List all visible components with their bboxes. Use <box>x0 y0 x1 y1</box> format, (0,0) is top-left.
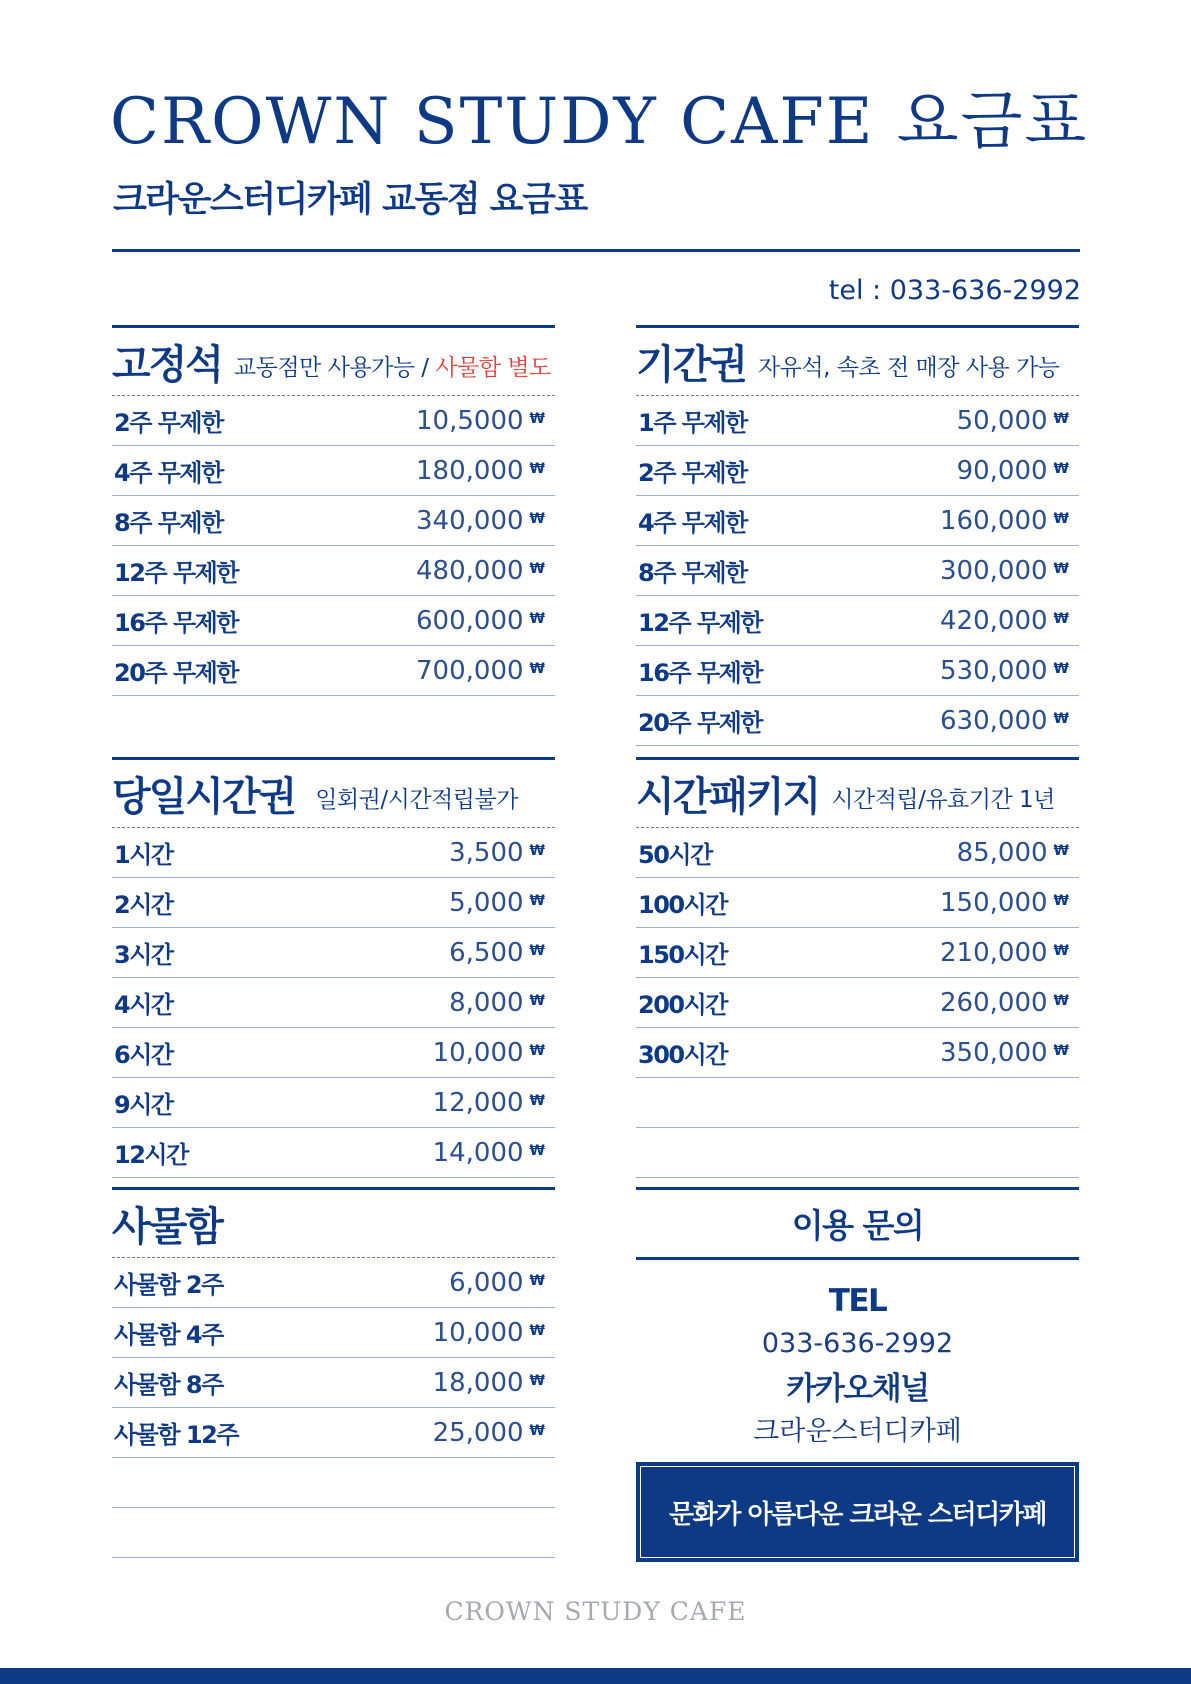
section-title: 기간권 <box>636 342 746 388</box>
price-item-name: 사물함 4주 <box>114 1321 223 1349</box>
price-amount: 150,000 <box>940 887 1048 918</box>
price-value <box>433 1138 545 1168</box>
price-rows <box>112 828 555 1178</box>
won-symbol: ₩ <box>529 1422 545 1439</box>
price-row <box>112 1308 555 1358</box>
price-value <box>449 838 545 868</box>
price-rows <box>112 1258 555 1558</box>
section-header <box>636 760 1079 828</box>
price-item-name: 사물함 12주 <box>114 1421 238 1449</box>
empty-row <box>112 1508 555 1558</box>
price-row <box>636 446 1079 496</box>
price-item-name: 16주 무제한 <box>114 609 238 637</box>
price-row <box>112 1028 555 1078</box>
page-subtitle: 크라운스터디카페 교동점 요금표 <box>113 180 587 220</box>
price-item-name: 4주 무제한 <box>114 459 223 487</box>
price-value <box>416 556 545 586</box>
won-symbol: ₩ <box>529 510 545 527</box>
price-item-name: 2시간 <box>114 891 173 919</box>
price-amount: 340,000 <box>416 505 524 536</box>
won-symbol: ₩ <box>529 842 545 859</box>
price-value <box>416 656 545 686</box>
price-value <box>957 838 1069 868</box>
price-row <box>112 1078 555 1128</box>
won-symbol: ₩ <box>529 610 545 627</box>
price-value <box>449 1268 545 1298</box>
section-header <box>636 328 1079 396</box>
won-symbol: ₩ <box>529 1042 545 1059</box>
price-row <box>636 928 1079 978</box>
price-row <box>636 496 1079 546</box>
price-item-name: 100시간 <box>638 891 727 919</box>
price-amount: 180,000 <box>416 455 524 486</box>
price-amount: 50,000 <box>956 405 1048 436</box>
price-row <box>112 546 555 596</box>
price-value <box>449 938 545 968</box>
kakao-label: 카카오채널 <box>786 1371 929 1407</box>
price-value <box>940 606 1069 636</box>
price-row <box>112 1408 555 1458</box>
won-symbol: ₩ <box>529 460 545 477</box>
won-symbol: ₩ <box>529 1142 545 1159</box>
price-item-name: 사물함 8주 <box>114 1371 223 1399</box>
price-item-name: 20주 무제한 <box>114 659 238 687</box>
section-note-text: 교동점만 사용가능 / <box>233 355 436 381</box>
price-item-name: 50시간 <box>638 841 712 869</box>
price-row <box>636 1028 1079 1078</box>
price-row <box>112 496 555 546</box>
price-row <box>636 878 1079 928</box>
price-amount: 14,000 <box>432 1137 524 1168</box>
price-row <box>636 696 1079 746</box>
price-item-name: 8주 무제한 <box>114 509 223 537</box>
footer-brand: CROWN STUDY CAFE <box>444 1597 747 1626</box>
won-symbol: ₩ <box>1053 510 1069 527</box>
price-value <box>433 1088 545 1118</box>
price-amount: 10,000 <box>432 1037 524 1068</box>
title-divider <box>112 249 1080 252</box>
price-amount: 90,000 <box>956 455 1048 486</box>
price-item-name: 150시간 <box>638 941 727 969</box>
price-amount: 18,000 <box>432 1367 524 1398</box>
price-item-name: 20주 무제한 <box>638 709 762 737</box>
price-value <box>940 938 1069 968</box>
price-row <box>636 596 1079 646</box>
won-symbol: ₩ <box>1053 610 1069 627</box>
price-amount: 160,000 <box>940 505 1048 536</box>
price-item-name: 1주 무제한 <box>638 409 747 437</box>
section-note: 자유석, 속초 전 매장 사용 가능 <box>757 355 1060 381</box>
price-row <box>112 396 555 446</box>
price-amount: 630,000 <box>940 705 1048 736</box>
section-header <box>112 760 555 828</box>
won-symbol: ₩ <box>529 660 545 677</box>
price-row <box>112 1258 555 1308</box>
price-value <box>433 1368 545 1398</box>
section-header <box>112 1190 555 1258</box>
price-item-name: 9시간 <box>114 1091 173 1119</box>
price-row <box>112 1128 555 1178</box>
price-item-name: 6시간 <box>114 1041 173 1069</box>
contact-heading: 이용 문의 <box>791 1206 924 1245</box>
price-rows <box>636 828 1079 1178</box>
price-item-name: 200시간 <box>638 991 727 1019</box>
contact-box <box>636 1187 1079 1456</box>
section-title: 고정석 <box>112 342 222 388</box>
section-note: 일회권/시간적립불가 <box>315 787 518 813</box>
price-row <box>636 828 1079 878</box>
price-item-name: 16주 무제한 <box>638 659 762 687</box>
price-item-name: 12주 무제한 <box>114 559 238 587</box>
price-value <box>433 1318 545 1348</box>
price-row <box>112 646 555 696</box>
won-symbol: ₩ <box>1053 460 1069 477</box>
price-amount: 300,000 <box>940 555 1048 586</box>
header-tel: tel : 033-636-2992 <box>828 275 1081 306</box>
page-title: CROWN STUDY CAFE 요금표 <box>110 85 1089 159</box>
won-symbol: ₩ <box>529 1272 545 1289</box>
section-period-pass <box>636 325 1079 746</box>
empty-row <box>636 1128 1079 1178</box>
price-row <box>636 546 1079 596</box>
price-rows <box>112 396 555 696</box>
price-value <box>957 456 1069 486</box>
section-note <box>234 349 551 382</box>
price-row <box>112 828 555 878</box>
won-symbol: ₩ <box>529 410 545 427</box>
price-item-name: 사물함 2주 <box>114 1271 223 1299</box>
price-amount: 8,000 <box>449 987 524 1018</box>
price-amount: 210,000 <box>940 937 1048 968</box>
price-value <box>940 556 1069 586</box>
won-symbol: ₩ <box>529 942 545 959</box>
section-title: 사물함 <box>112 1204 222 1250</box>
price-rows <box>636 396 1079 746</box>
won-symbol: ₩ <box>529 892 545 909</box>
price-row <box>112 596 555 646</box>
won-symbol: ₩ <box>529 1092 545 1109</box>
won-symbol: ₩ <box>1053 842 1069 859</box>
kakao-value: 크라운스터디카페 <box>753 1416 962 1447</box>
price-value <box>940 988 1069 1018</box>
price-row <box>112 1358 555 1408</box>
price-amount: 350,000 <box>940 1037 1048 1068</box>
won-symbol: ₩ <box>529 1372 545 1389</box>
price-value <box>416 606 545 636</box>
price-amount: 85,000 <box>956 837 1048 868</box>
won-symbol: ₩ <box>1053 942 1069 959</box>
price-row <box>112 446 555 496</box>
price-row <box>112 878 555 928</box>
price-amount: 5,000 <box>449 887 524 918</box>
price-amount: 25,000 <box>432 1417 524 1448</box>
won-symbol: ₩ <box>529 560 545 577</box>
price-value <box>957 406 1069 436</box>
price-amount: 420,000 <box>940 605 1048 636</box>
price-item-name: 3시간 <box>114 941 173 969</box>
price-value <box>449 888 545 918</box>
empty-row <box>636 1078 1079 1128</box>
price-value <box>433 1418 545 1448</box>
price-item-name: 2주 무제한 <box>638 459 747 487</box>
price-item-name: 4주 무제한 <box>638 509 747 537</box>
price-value <box>940 888 1069 918</box>
section-note: 시간적립/유효기간 1년 <box>831 787 1055 813</box>
price-row <box>636 646 1079 696</box>
price-amount: 3,500 <box>449 837 524 868</box>
won-symbol: ₩ <box>1053 710 1069 727</box>
price-value <box>940 1038 1069 1068</box>
tel-label: TEL <box>828 1283 887 1319</box>
price-item-name: 12시간 <box>114 1141 188 1169</box>
won-symbol: ₩ <box>529 992 545 1009</box>
price-value <box>416 406 545 436</box>
section-title: 당일시간권 <box>112 774 296 820</box>
price-amount: 12,000 <box>432 1087 524 1118</box>
price-amount: 700,000 <box>416 655 524 686</box>
price-item-name: 300시간 <box>638 1041 727 1069</box>
section-daily-time-pass <box>112 757 555 1178</box>
slogan-text: 문화가 아름다운 크라운 스터디카페 <box>640 1466 1075 1558</box>
price-row <box>112 978 555 1028</box>
won-symbol: ₩ <box>1053 1042 1069 1059</box>
price-value <box>416 506 545 536</box>
section-title: 시간패키지 <box>636 774 820 820</box>
contact-body <box>636 1260 1079 1454</box>
won-symbol: ₩ <box>1053 892 1069 909</box>
price-item-name: 12주 무제한 <box>638 609 762 637</box>
price-amount: 10,5000 <box>416 405 524 436</box>
won-symbol: ₩ <box>529 1322 545 1339</box>
section-time-package <box>636 757 1079 1178</box>
slogan-banner <box>636 1462 1079 1562</box>
won-symbol: ₩ <box>1053 992 1069 1009</box>
empty-row <box>112 1458 555 1508</box>
price-item-name: 1시간 <box>114 841 173 869</box>
price-item-name: 8주 무제한 <box>638 559 747 587</box>
price-amount: 480,000 <box>416 555 524 586</box>
won-symbol: ₩ <box>1053 660 1069 677</box>
price-row <box>636 978 1079 1028</box>
section-fixed-seat <box>112 325 555 696</box>
price-value <box>940 656 1069 686</box>
price-amount: 6,500 <box>449 937 524 968</box>
tel-value: 033-636-2992 <box>761 1328 954 1359</box>
price-amount: 260,000 <box>940 987 1048 1018</box>
price-row <box>112 928 555 978</box>
section-locker <box>112 1187 555 1558</box>
won-symbol: ₩ <box>1053 560 1069 577</box>
section-header <box>112 328 555 396</box>
price-amount: 6,000 <box>449 1267 524 1298</box>
price-amount: 10,000 <box>432 1317 524 1348</box>
price-row <box>636 396 1079 446</box>
footer-bar <box>0 1668 1191 1684</box>
price-amount: 530,000 <box>940 655 1048 686</box>
price-value <box>449 988 545 1018</box>
price-value <box>940 506 1069 536</box>
won-symbol: ₩ <box>1053 410 1069 427</box>
price-value <box>940 706 1069 736</box>
price-value <box>416 456 545 486</box>
price-amount: 600,000 <box>416 605 524 636</box>
price-item-name: 4시간 <box>114 991 173 1019</box>
price-value <box>433 1038 545 1068</box>
locker-separate-warning: 사물함 별도 <box>435 355 551 381</box>
price-item-name: 2주 무제한 <box>114 409 223 437</box>
